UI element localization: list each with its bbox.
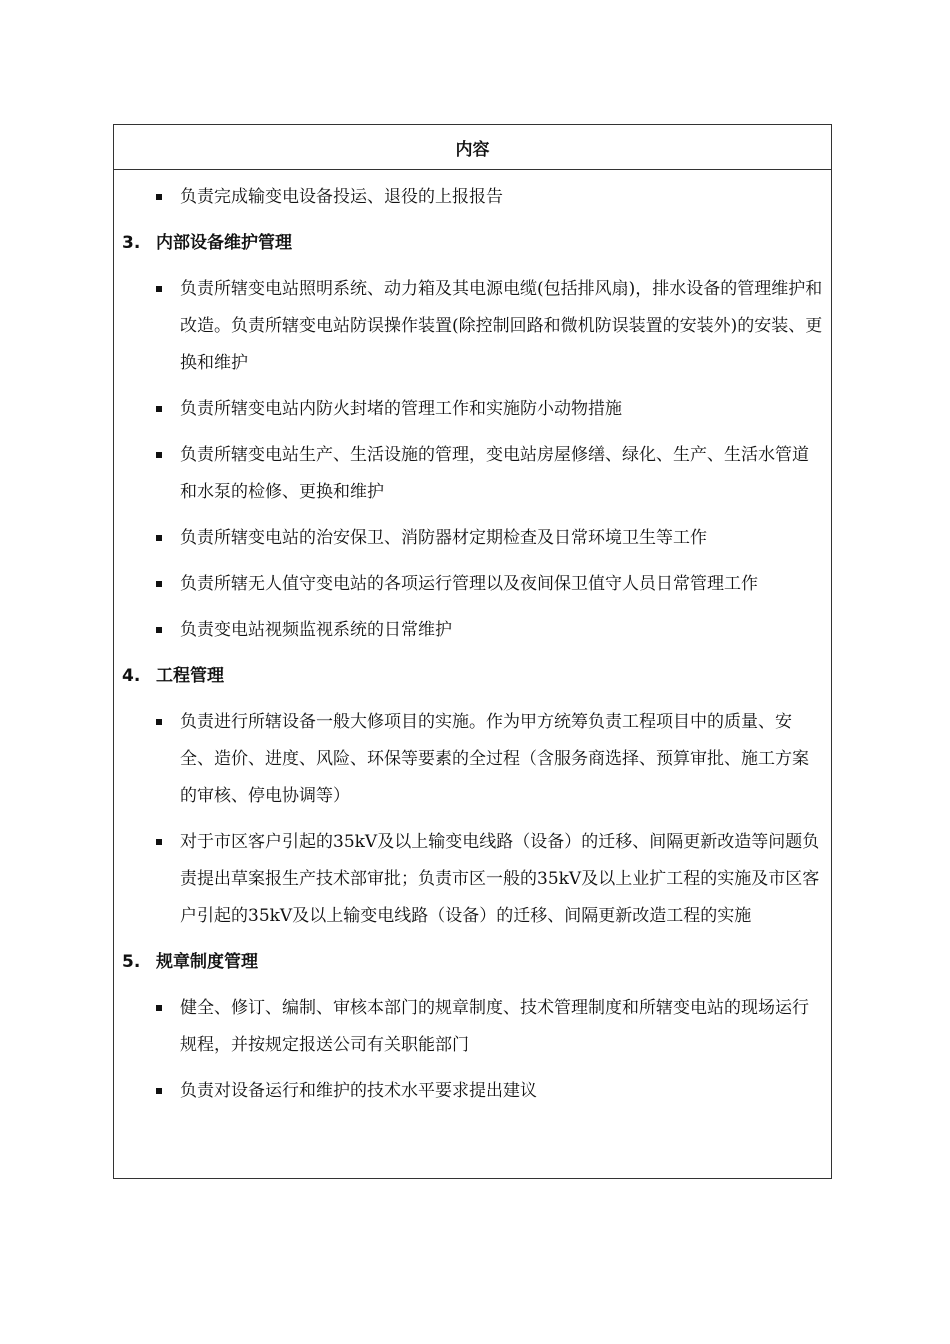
section-title: 内部设备维护管理 [156, 233, 292, 253]
square-bullet-icon [156, 627, 162, 633]
list-item-text: 负责所辖变电站的治安保卫、消防器材定期检查及日常环境卫生等工作 [180, 528, 707, 548]
section-heading [122, 658, 831, 695]
list-item-text: 负责对设备运行和维护的技术水平要求提出建议 [180, 1081, 537, 1101]
list-item [180, 704, 825, 815]
list-item [180, 520, 825, 557]
list-item [180, 1073, 825, 1110]
list-item-text: 负责所辖变电站照明系统、动力箱及其电源电缆(包括排风扇)，排水设备的管理维护和改造。负责所辖变电站防误操作装置(除控制回路和微机防误装置的安装外)的安装、更换和维护 [180, 279, 823, 373]
section-heading [122, 225, 831, 262]
list-item [180, 566, 825, 603]
square-bullet-icon [156, 194, 162, 200]
table-header: 内容 [114, 125, 831, 170]
list-item-text: 健全、修订、编制、审核本部门的规章制度、技术管理制度和所辖变电站的现场运行规程，并按规定报送公司有关职能部门 [180, 998, 809, 1055]
list-item [180, 612, 825, 649]
list-item-text: 负责所辖变电站内防火封堵的管理工作和实施防小动物措施 [180, 399, 622, 419]
square-bullet-icon [156, 406, 162, 412]
list-item-text: 负责完成输变电设备投运、退役的上报报告 [180, 187, 503, 207]
list-item-text: 负责进行所辖设备一般大修项目的实施。作为甲方统筹负责工程项目中的质量、安全、造价、进度、风险、环保等要素的全过程（含服务商选择、预算审批、施工方案的审核、停电协调等） [180, 712, 809, 806]
square-bullet-icon [156, 535, 162, 541]
square-bullet-icon [156, 452, 162, 458]
section-title: 工程管理 [156, 666, 224, 686]
section-title: 规章制度管理 [156, 952, 258, 972]
list-item [180, 391, 825, 428]
section-number: 5. [122, 952, 141, 972]
section-heading [122, 944, 831, 981]
square-bullet-icon [156, 286, 162, 292]
table-body [114, 170, 831, 1110]
list-item-text: 负责所辖变电站生产、生活设施的管理，变电站房屋修缮、绿化、生产、生活水管道和水泵的检修、更换和维护 [180, 445, 809, 502]
square-bullet-icon [156, 1005, 162, 1011]
section-number: 4. [122, 666, 141, 686]
square-bullet-icon [156, 581, 162, 587]
section-number: 3. [122, 233, 141, 253]
list-item [180, 990, 825, 1064]
square-bullet-icon [156, 1088, 162, 1094]
list-item [180, 179, 825, 216]
list-item [180, 271, 825, 382]
square-bullet-icon [156, 839, 162, 845]
square-bullet-icon [156, 719, 162, 725]
content-table [113, 124, 832, 1179]
list-item-text: 负责所辖无人值守变电站的各项运行管理以及夜间保卫值守人员日常管理工作 [180, 574, 758, 594]
list-item-text: 负责变电站视频监视系统的日常维护 [180, 620, 452, 640]
list-item [180, 437, 825, 511]
list-item-text: 对于市区客户引起的35kV及以上输变电线路（设备）的迁移、间隔更新改造等问题负责提出草案报生产技术部审批；负责市区一般的35kV及以上业扩工程的实施及市区客户引起的35kV及以上输变电线路（设备）的迁移、间隔更新改造工程的实施 [180, 832, 820, 926]
list-item [180, 824, 825, 935]
